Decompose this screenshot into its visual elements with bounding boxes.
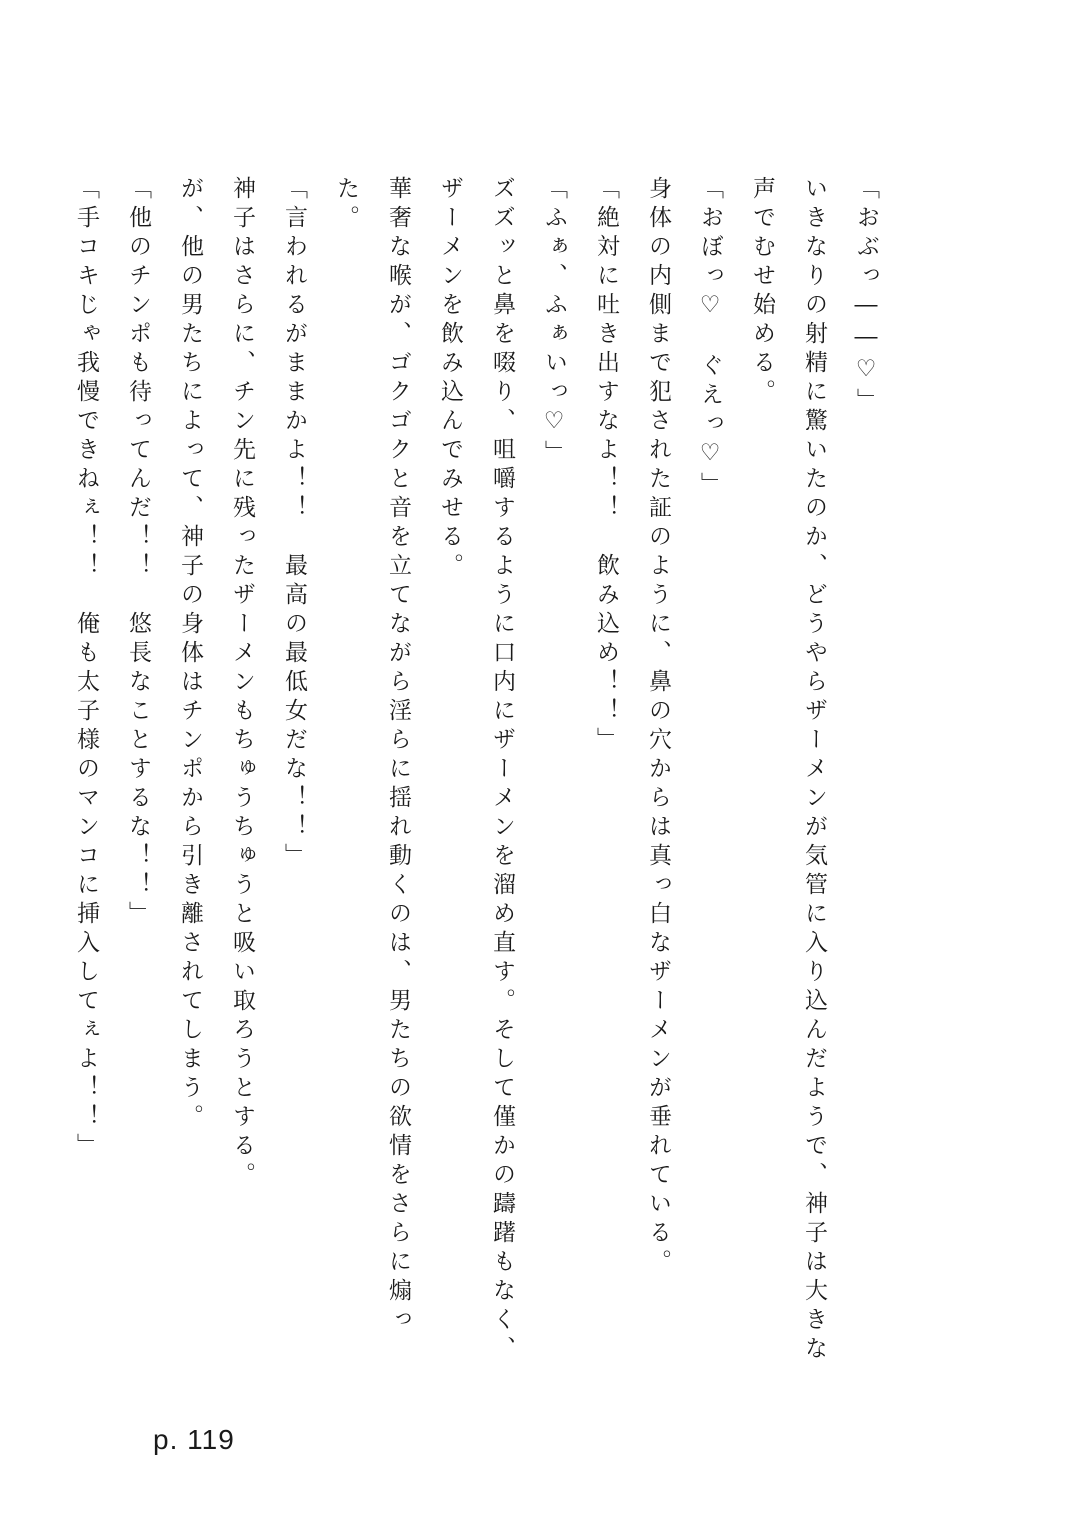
paragraph: ズズッと鼻を啜り、咀嚼するように口内にザーメンを溜め直す。そして僅かの躊躇もなく、ザーメンを飲み込んでみせる。 (437, 176, 515, 1365)
paragraph: 「絶対に吐き出すなよ！！ 飲み込め！！」 (593, 176, 619, 756)
paragraph: 「手コキじゃ我慢できねぇ！！ 俺も太子様のマンコに挿入してぇよ！！」 (73, 176, 99, 1162)
paragraph: が、他の男たちによって、神子の身体はチンポから引き離されてしまう。 (177, 176, 203, 1133)
paragraph: 身体の内側まで犯された証のように、鼻の穴からは真っ白なザーメンが垂れている。 (645, 176, 671, 1278)
paragraph: 神子はさらに、チン先に残ったザーメンもちゅうちゅうと吸い取ろうとする。 (229, 176, 255, 1191)
paragraph: 「ふぁ、ふぁいっ♡」 (541, 176, 567, 469)
paragraph: 華奢な喉が、ゴクゴクと音を立てながら淫らに揺れ動くのは、男たちの欲情をさらに煽った。 (333, 176, 411, 1336)
paragraph: いきなりの射精に驚いたのか、どうやらザーメンが気管に入り込んだようで、神子は大きな声でむせ始める。 (749, 176, 827, 1365)
paragraph: 「他のチンポも待ってんだ！！ 悠長なことするな！！」 (125, 176, 151, 930)
paragraph: 「おぼっ♡ ぐえっ♡」 (697, 176, 723, 501)
paragraph: 「言われるがままかよ！！ 最高の最低女だな！！」 (281, 176, 307, 872)
page-number: p. 119 (153, 1424, 235, 1455)
vertical-text-body (73, 176, 892, 1366)
paragraph: 「おぶっ――♡」 (853, 176, 879, 417)
